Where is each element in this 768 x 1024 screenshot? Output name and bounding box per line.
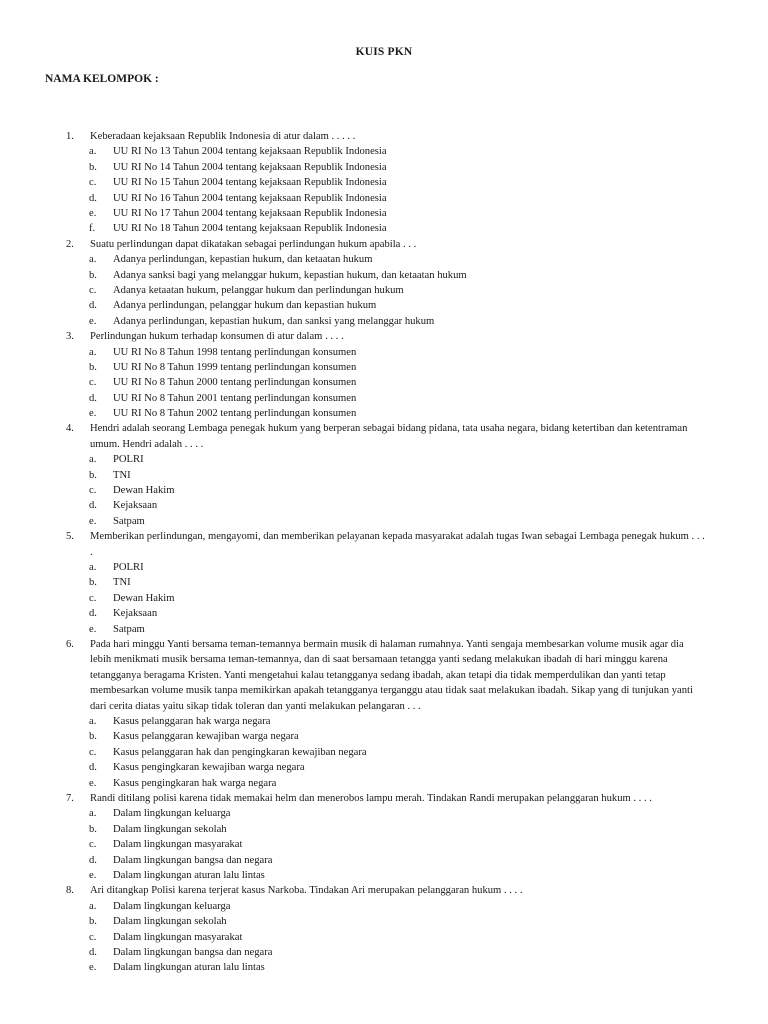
option-letter: c. <box>89 931 97 943</box>
option-letter: d. <box>89 192 97 204</box>
question-number: 1. <box>66 131 74 142</box>
option-letter: a. <box>89 716 97 728</box>
option-text: Kasus pelanggaran kewajiban warga negara <box>113 731 299 743</box>
question-item <box>0 791 768 883</box>
answer-option <box>0 930 768 945</box>
option-letter: e. <box>89 515 97 527</box>
option-text: Adanya perlindungan, kepastian hukum, dan ketaatan hukum <box>113 254 373 266</box>
question-item <box>0 329 768 421</box>
answer-option <box>0 360 768 375</box>
question-text: Memberikan perlindungan, mengayomi, dan memberikan pelayanan kepada masyarakat adalah tugas Iwan sebagai Lembaga penegak hukum . . . . <box>90 531 705 558</box>
question-item <box>0 129 768 237</box>
answer-option <box>0 868 768 883</box>
option-text: Dalam lingkungan masyarakat <box>113 839 243 851</box>
option-text: UU RI No 8 Tahun 2001 tentang perlindungan konsumen <box>113 392 357 404</box>
option-text: Dewan Hakim <box>113 592 175 604</box>
answer-option <box>0 160 768 175</box>
question-text: Ari ditangkap Polisi karena terjerat kasus Narkoba. Tindakan Ari merupakan pelanggaran hukum . . . . <box>90 885 523 897</box>
option-text: Dalam lingkungan sekolah <box>113 823 227 835</box>
option-list <box>0 252 768 329</box>
answer-option <box>0 560 768 575</box>
answer-option <box>0 206 768 221</box>
option-list <box>0 452 768 529</box>
option-text: POLRI <box>113 562 144 574</box>
option-text: Dalam lingkungan keluarga <box>113 808 231 820</box>
answer-option <box>0 622 768 637</box>
option-letter: e. <box>89 777 97 789</box>
option-letter: d. <box>89 500 97 512</box>
option-list <box>0 560 768 637</box>
option-text: Dalam lingkungan aturan lalu lintas <box>113 869 265 881</box>
option-letter: d. <box>89 300 97 312</box>
option-letter: b. <box>89 361 97 373</box>
answer-option <box>0 714 768 729</box>
option-text: POLRI <box>113 454 144 466</box>
option-text: UU RI No 14 Tahun 2004 tentang kejaksaan Republik Indonesia <box>113 161 387 173</box>
option-letter: d. <box>89 608 97 620</box>
answer-option <box>0 591 768 606</box>
option-letter: c. <box>89 746 97 758</box>
answer-option <box>0 191 768 206</box>
option-letter: d. <box>89 946 97 958</box>
option-list <box>0 714 768 791</box>
option-letter: e. <box>89 623 97 635</box>
answer-option <box>0 837 768 852</box>
option-text: Adanya sanksi bagi yang melanggar hukum, kepastian hukum, dan ketaatan hukum <box>113 269 467 281</box>
option-letter: d. <box>89 854 97 866</box>
option-text: Dalam lingkungan bangsa dan negara <box>113 854 273 866</box>
answer-option <box>0 822 768 837</box>
option-text: UU RI No 8 Tahun 1999 tentang perlindungan konsumen <box>113 361 357 373</box>
option-text: Dalam lingkungan bangsa dan negara <box>113 946 273 958</box>
option-letter: b. <box>89 731 97 743</box>
option-letter: a. <box>89 454 97 466</box>
question-number: 3. <box>66 331 74 343</box>
option-letter: a. <box>89 146 97 158</box>
option-letter: f. <box>89 223 96 235</box>
page-title: KUIS PKN <box>355 46 413 58</box>
option-letter: b. <box>89 916 97 928</box>
question-text: Keberadaan kejaksaan Republik Indonesia di atur dalam . . . . . <box>90 131 356 142</box>
option-text: Satpam <box>113 623 145 635</box>
option-letter: c. <box>89 839 97 851</box>
answer-option <box>0 345 768 360</box>
question-text: Perlindungan hukum terhadap konsumen di atur dalam . . . . <box>90 331 344 343</box>
option-list <box>0 806 768 883</box>
option-text: Kasus pelanggaran hak dan pengingkaran kewajiban negara <box>113 746 367 758</box>
question-item <box>0 237 768 329</box>
question-text: Pada hari minggu Yanti bersama teman-temannya bermain musik di halaman rumahnya. Yanti sengaja membesarkan volume musik agar dia lebih menikmati musik bersama teman-temannya, dan di saat bersamaan tetangga yanti sedang melakukan ibadah di hari minggu karena tetangganya beragama Kristen. Yanti mengetahui kalau tetangganya sedang ibadah, akan tetapi dia tidak memperdulikan dan yanti tetap membesarkan volume musik tanpa memikirkan apakah tetangganya terganggu atau tidak saat melakukan ibadah. Sikap yang di tunjukan yanti dari cerita diatas yaitu sikap tidak toleran dan yanti melakukan pelangaran . . . <box>90 639 693 712</box>
option-text: Kejaksaan <box>113 608 158 620</box>
option-letter: c. <box>89 377 97 389</box>
option-letter: b. <box>89 577 97 589</box>
answer-option <box>0 175 768 190</box>
answer-option <box>0 375 768 390</box>
answer-option <box>0 853 768 868</box>
option-letter: c. <box>89 177 97 189</box>
option-text: UU RI No 8 Tahun 2002 tentang perlindungan konsumen <box>113 408 357 420</box>
question-list <box>0 129 768 976</box>
question-number: 7. <box>66 792 74 804</box>
group-name-label: NAMA KELOMPOK : <box>45 73 159 85</box>
option-letter: b. <box>89 269 97 281</box>
option-letter: e. <box>89 869 97 881</box>
option-text: TNI <box>113 577 131 589</box>
option-letter: e. <box>89 962 97 974</box>
option-text: UU RI No 13 Tahun 2004 tentang kejaksaan Republik Indonesia <box>113 146 387 158</box>
option-letter: a. <box>89 346 97 358</box>
answer-option <box>0 914 768 929</box>
option-text: UU RI No 17 Tahun 2004 tentang kejaksaan Republik Indonesia <box>113 207 387 219</box>
answer-option <box>0 729 768 744</box>
answer-option <box>0 498 768 513</box>
option-text: Adanya perlindungan, kepastian hukum, dan sanksi yang melanggar hukum <box>113 315 435 327</box>
option-letter: b. <box>89 161 97 173</box>
answer-option <box>0 468 768 483</box>
answer-option <box>0 483 768 498</box>
question-text: Suatu perlindungan dapat dikatakan sebagai perlindungan hukum apabila . . . <box>90 238 417 250</box>
option-text: UU RI No 18 Tahun 2004 tentang kejaksaan Republik Indonesia <box>113 223 387 235</box>
answer-option <box>0 314 768 329</box>
option-letter: d. <box>89 392 97 404</box>
question-number: 4. <box>66 423 74 435</box>
answer-option <box>0 221 768 236</box>
option-letter: d. <box>89 762 97 774</box>
option-letter: e. <box>89 315 97 327</box>
question-item <box>0 529 768 637</box>
option-text: UU RI No 8 Tahun 2000 tentang perlindungan konsumen <box>113 377 357 389</box>
question-number: 5. <box>66 531 74 543</box>
answer-option <box>0 806 768 821</box>
option-letter: c. <box>89 485 97 497</box>
answer-option <box>0 144 768 159</box>
option-letter: a. <box>89 254 97 266</box>
question-number: 2. <box>66 238 74 250</box>
answer-option <box>0 406 768 421</box>
option-text: Dalam lingkungan keluarga <box>113 900 231 912</box>
option-letter: e. <box>89 408 97 420</box>
option-text: Kasus pengingkaran hak warga negara <box>113 777 277 789</box>
answer-option <box>0 268 768 283</box>
option-text: Dewan Hakim <box>113 485 175 497</box>
option-text: Adanya ketaatan hukum, pelanggar hukum dan perlindungan hukum <box>113 284 404 296</box>
option-text: Satpam <box>113 515 145 527</box>
answer-option <box>0 575 768 590</box>
option-text: UU RI No 16 Tahun 2004 tentang kejaksaan Republik Indonesia <box>113 192 387 204</box>
option-text: UU RI No 15 Tahun 2004 tentang kejaksaan Republik Indonesia <box>113 177 387 189</box>
answer-option <box>0 298 768 313</box>
answer-option <box>0 283 768 298</box>
option-text: Kejaksaan <box>113 500 158 512</box>
option-letter: a. <box>89 808 97 820</box>
option-text: Dalam lingkungan sekolah <box>113 916 227 928</box>
answer-option <box>0 760 768 775</box>
option-letter: b. <box>89 469 97 481</box>
question-item <box>0 883 768 975</box>
answer-option <box>0 252 768 267</box>
answer-option <box>0 945 768 960</box>
question-item <box>0 637 768 791</box>
answer-option <box>0 745 768 760</box>
answer-option <box>0 960 768 975</box>
option-letter: a. <box>89 562 97 574</box>
option-text: Dalam lingkungan aturan lalu lintas <box>113 962 265 974</box>
question-number: 8. <box>66 885 74 897</box>
option-list <box>0 144 768 236</box>
question-text: Randi ditilang polisi karena tidak memakai helm dan menerobos lampu merah. Tindakan Randi merupakan pelanggaran hukum . . . . <box>90 792 652 804</box>
option-letter: b. <box>89 823 97 835</box>
question-number: 6. <box>66 639 74 650</box>
answer-option <box>0 391 768 406</box>
answer-option <box>0 606 768 621</box>
option-letter: a. <box>89 900 97 912</box>
answer-option <box>0 452 768 467</box>
answer-option <box>0 776 768 791</box>
question-item <box>0 421 768 529</box>
option-text: Kasus pengingkaran kewajiban warga negara <box>113 762 305 774</box>
option-text: Adanya perlindungan, pelanggar hukum dan kepastian hukum <box>113 300 377 312</box>
option-letter: e. <box>89 207 97 219</box>
option-text: Dalam lingkungan masyarakat <box>113 931 243 943</box>
option-text: Kasus pelanggaran hak warga negara <box>113 716 271 728</box>
option-text: TNI <box>113 469 131 481</box>
answer-option <box>0 899 768 914</box>
question-text: Hendri adalah seorang Lembaga penegak hukum yang berperan sebagai bidang pidana, tata usaha negara, bidang ketertiban dan ketentraman umum. Hendri adalah . . . . <box>90 423 688 450</box>
option-letter: c. <box>89 284 97 296</box>
option-list <box>0 345 768 422</box>
option-list <box>0 899 768 976</box>
option-text: UU RI No 8 Tahun 1998 tentang perlindungan konsumen <box>113 346 357 358</box>
option-letter: c. <box>89 592 97 604</box>
answer-option <box>0 514 768 529</box>
